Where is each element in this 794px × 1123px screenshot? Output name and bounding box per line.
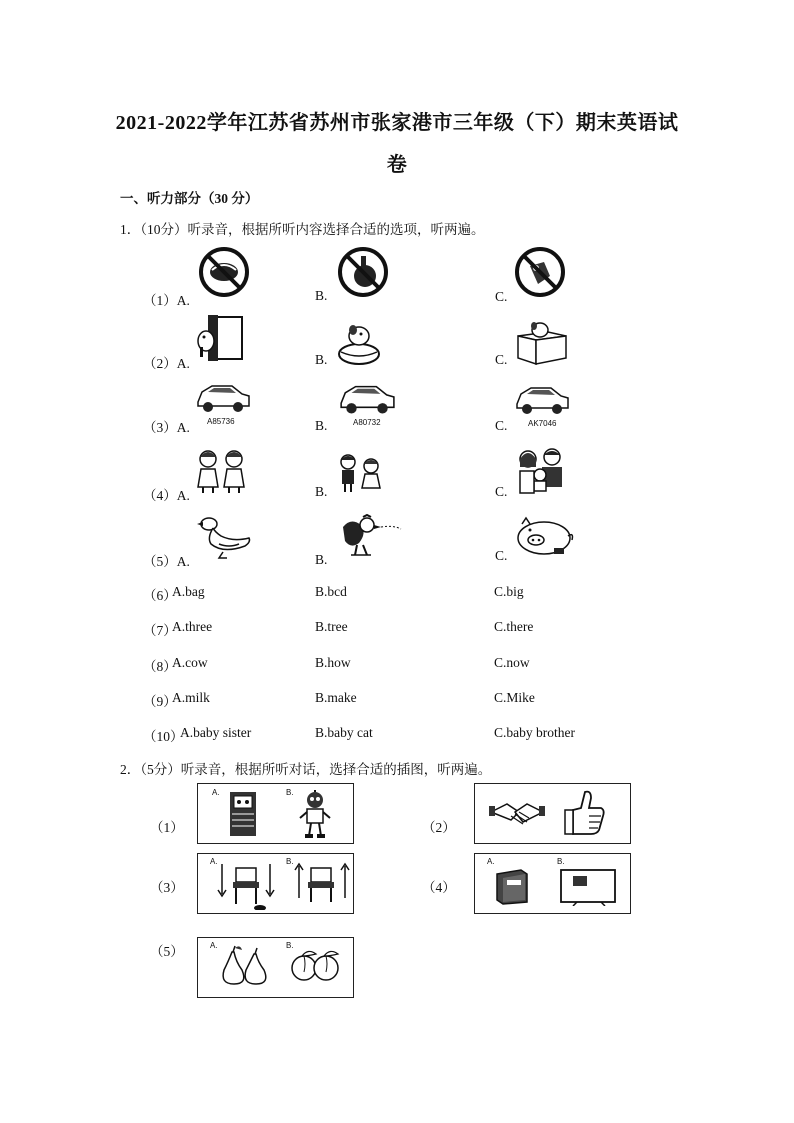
option-label: （1）A. xyxy=(143,293,190,308)
option-label: （3）A. xyxy=(143,420,190,435)
option-c: C.there xyxy=(494,619,534,634)
option-b: B.how xyxy=(315,655,351,670)
picture-a-label: A. xyxy=(210,857,218,866)
option-b: B.bcd xyxy=(315,584,347,599)
boy-and-girl-icon xyxy=(335,452,385,494)
picture-frame xyxy=(474,853,631,914)
question-2-stem: 2．（5分）听录音，根据所听对话，选择合适的插图，听两遍。 xyxy=(120,762,492,777)
option-label: （3） xyxy=(150,880,184,895)
picture-frame xyxy=(197,783,354,844)
picture-a-label: A. xyxy=(212,788,220,797)
page-title-continued: 卷 xyxy=(386,154,408,176)
option-label: B. xyxy=(315,552,328,567)
family-icon xyxy=(514,447,570,495)
peaches-icon xyxy=(288,948,344,984)
picture-frame xyxy=(197,853,354,914)
chair-up-icon xyxy=(293,858,351,906)
option-c: C.big xyxy=(494,584,524,599)
option-label: C. xyxy=(495,352,508,367)
picture-b-label: B. xyxy=(286,941,294,950)
option-label: （2）A. xyxy=(143,356,190,371)
option-b: B.make xyxy=(315,690,357,705)
duck-icon xyxy=(193,514,255,560)
section-heading-listening: 一、听力部分（30 分） xyxy=(120,191,259,206)
chair-down-icon xyxy=(216,860,278,910)
question-1-stem: 1．（10分）听录音，根据所听内容选择合适的选项，听两遍。 xyxy=(120,222,485,237)
option-label: B. xyxy=(315,418,328,433)
no-food-sign-icon xyxy=(196,246,252,298)
license-plate: AK7046 xyxy=(528,419,557,428)
option-label: C. xyxy=(495,289,508,304)
option-label: C. xyxy=(495,484,508,499)
option-label: （6） xyxy=(143,588,177,603)
picture-b-label: B. xyxy=(286,857,294,866)
option-a: A.cow xyxy=(172,655,208,670)
option-label: （4） xyxy=(422,880,456,895)
option-label: （2） xyxy=(422,820,456,835)
picture-frame xyxy=(474,783,631,844)
option-c: C.now xyxy=(494,655,530,670)
picture-b-label: B. xyxy=(557,857,565,866)
robot-box-icon xyxy=(226,788,260,840)
dog-in-box-icon xyxy=(512,318,572,366)
rooster-icon xyxy=(337,513,407,559)
robot-icon xyxy=(298,790,332,840)
option-label: （5） xyxy=(150,944,184,959)
picture-frame xyxy=(197,937,354,998)
option-label: （1） xyxy=(150,820,184,835)
option-a: A.baby sister xyxy=(180,725,252,740)
option-label: （9） xyxy=(143,694,177,709)
car-icon xyxy=(337,380,397,416)
car-icon xyxy=(194,380,252,414)
car-icon xyxy=(513,382,571,416)
blackboard-icon xyxy=(557,866,621,906)
pig-icon xyxy=(512,514,578,558)
option-c: C.Mike xyxy=(494,690,535,705)
option-label: （5）A. xyxy=(143,554,190,569)
no-toy-sign-icon xyxy=(512,246,568,298)
option-a: A.three xyxy=(172,619,213,634)
option-label: （10） xyxy=(143,729,184,744)
option-label: B. xyxy=(315,288,328,303)
option-b: B.baby cat xyxy=(315,725,373,740)
option-label: （7） xyxy=(143,623,177,638)
option-label: B. xyxy=(315,352,328,367)
two-girls-icon xyxy=(193,447,249,495)
picture-a-label: A. xyxy=(487,857,495,866)
no-drink-sign-icon xyxy=(335,246,391,298)
book-icon xyxy=(493,866,533,906)
option-b: B.tree xyxy=(315,619,348,634)
option-label: C. xyxy=(495,418,508,433)
thumbs-up-icon xyxy=(563,788,607,838)
dog-behind-door-icon xyxy=(196,313,248,363)
option-c: C.baby brother xyxy=(494,725,575,740)
option-a: A.bag xyxy=(172,584,205,599)
option-label: C. xyxy=(495,548,508,563)
dog-on-ball-icon xyxy=(335,316,383,366)
page-title: 2021-2022学年江苏省苏州市张家港市三年级（下）期末英语试 xyxy=(115,112,679,134)
option-label: （4）A. xyxy=(143,488,190,503)
license-plate: A80732 xyxy=(353,418,381,427)
handshake-icon xyxy=(489,794,545,834)
option-a: A.milk xyxy=(172,690,210,705)
license-plate: A85736 xyxy=(207,417,235,426)
picture-a-label: A. xyxy=(210,941,218,950)
option-label: B. xyxy=(315,484,328,499)
pears-icon xyxy=(218,944,274,988)
picture-b-label: B. xyxy=(286,788,294,797)
option-label: （8） xyxy=(143,659,177,674)
